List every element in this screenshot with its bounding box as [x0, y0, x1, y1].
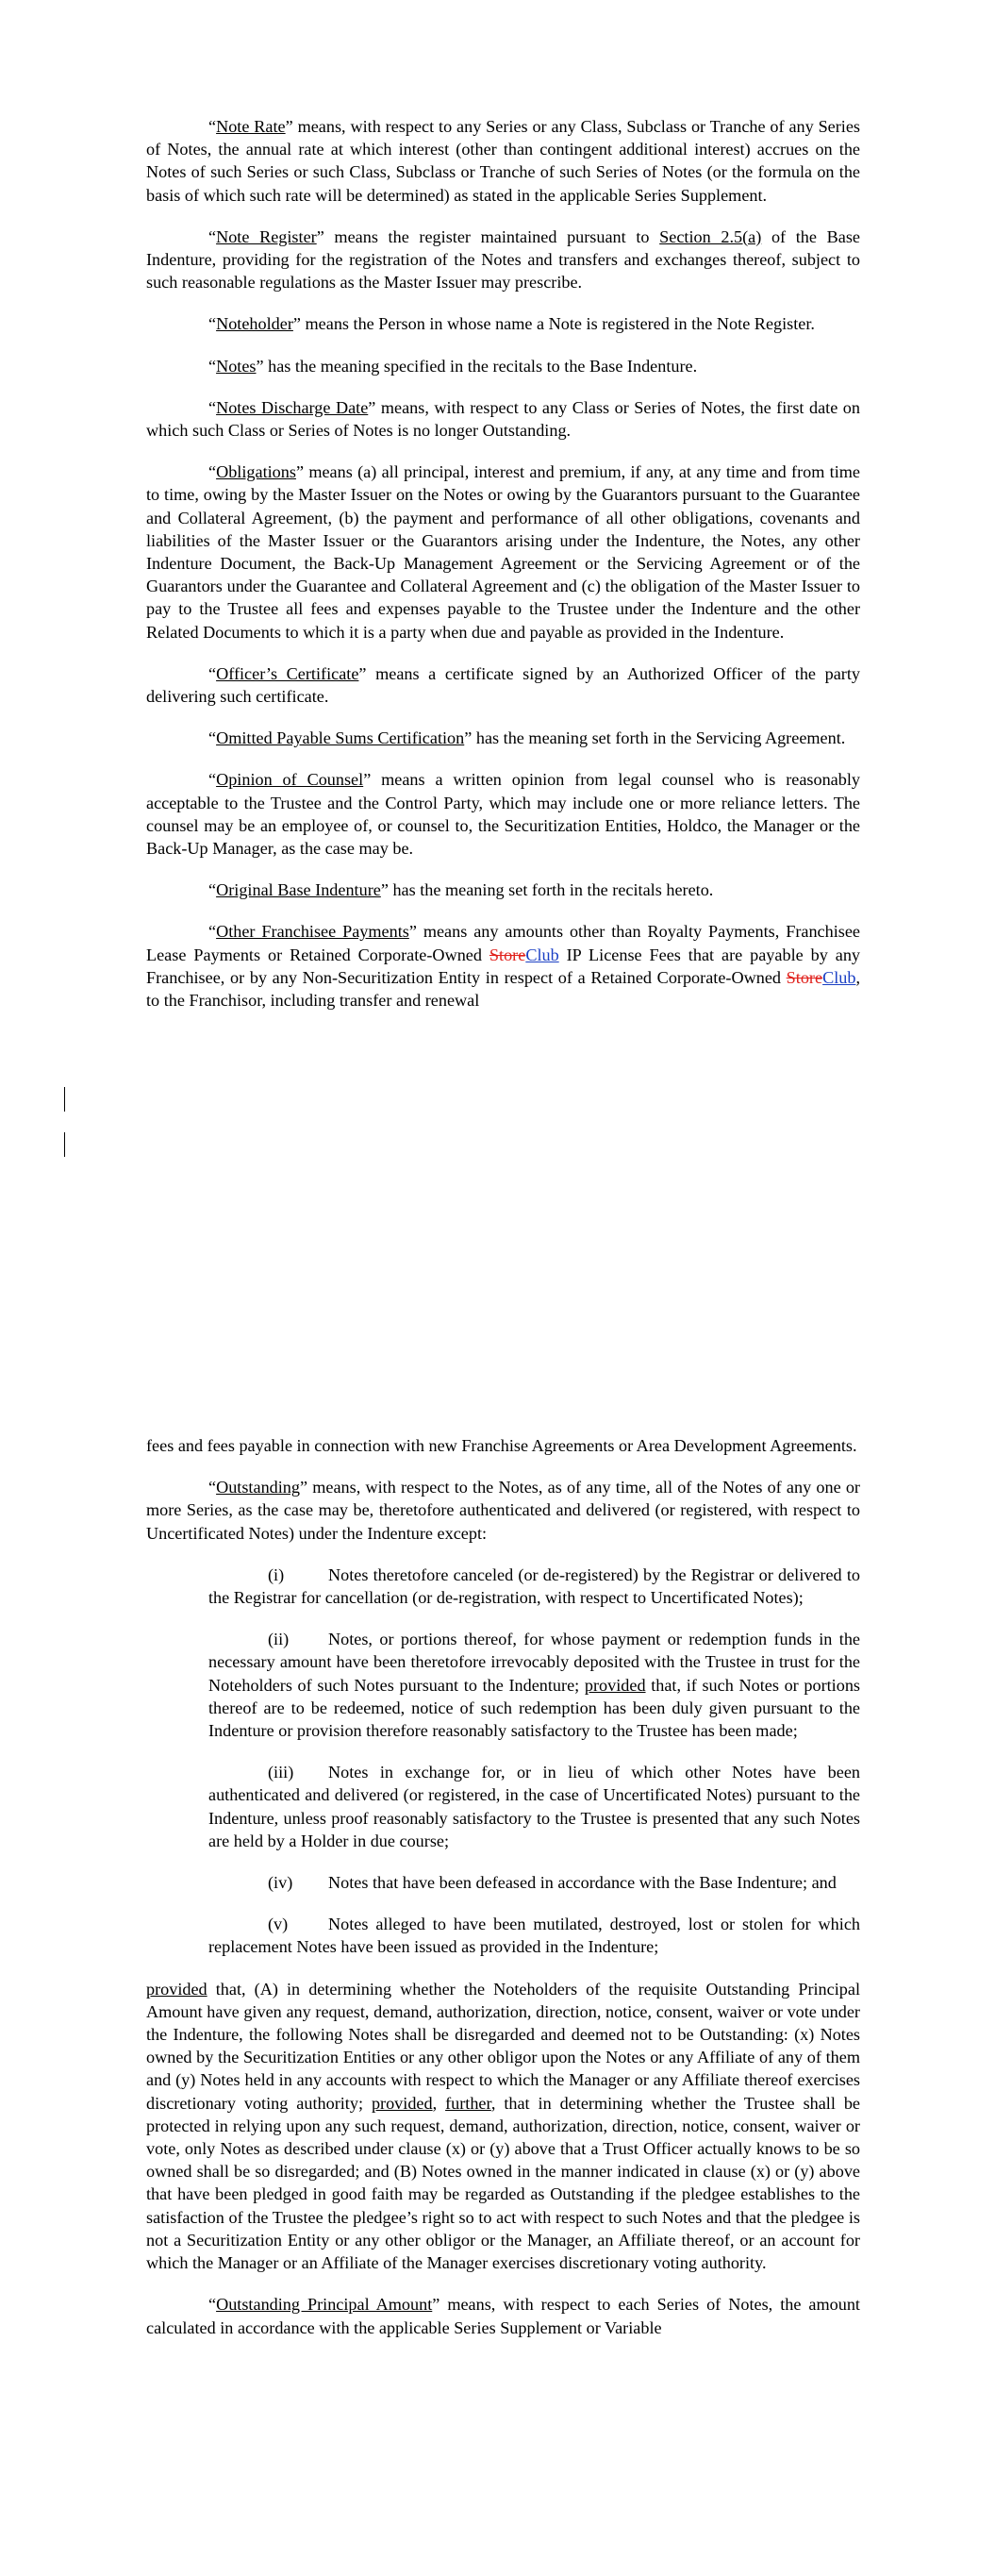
definition-notes-discharge-date: “Notes Discharge Date” means, with respect to any Class or Series of Notes, the first date on which such Class or Series of Notes is no longer Outstanding.: [146, 397, 860, 441]
defined-term: Other Franchisee Payments: [216, 922, 409, 942]
definition-other-franchisee-payments: “Other Franchisee Payments” means any amounts other than Royalty Payments, Franchisee Lease Payments or Retained Corporate-Owned StoreClub IP License Fees that are payable by any Franchisee, or by any Non-Securitization Entity in respect of a Retained Corporate-Owned StoreClub, to the Franchisor, including transfer and renewal: [146, 922, 861, 1011]
defined-term: Omitted Payable Sums Certification: [216, 728, 465, 748]
definition-omitted-payable-sums-certification: “Omitted Payable Sums Certification” has the meaning set forth in the Servicing Agreement.: [208, 728, 846, 748]
defined-term: Notes Discharge Date: [216, 397, 369, 417]
clause-iii: (iii) Notes in exchange for, or in lieu of which other Notes have been authenticated and delivered (or registered, in the case of Uncertificated Notes) pursuant to the Indenture, unless proof reasonably satisfactory to the Trustee is presented that any such Notes are held by a Holder in due course;: [208, 1763, 860, 1850]
definition-note-register: “Note Register” means the register maintained pursuant to Section 2.5(a) of the Base Indenture, providing for the registration of the Notes and transfers and exchanges thereof, subject to such reasonable regulations as the Master Issuer may prescribe.: [146, 226, 860, 293]
definition-notes: “Notes” has the meaning specified in the recitals to the Base Indenture.: [208, 356, 698, 376]
defined-term: Original Base Indenture: [216, 880, 381, 900]
definition-opinion-of-counsel: “Opinion of Counsel” means a written opinion from legal counsel who is reasonably acceptable to the Trustee and the Control Party, which may include one or more reliance letters. The counsel may be an employee of, or counsel to, the Securitization Entities, Holdco, the Manager or the Back-Up Manager, as the case may be.: [146, 770, 860, 859]
document-page-2: [0, 1378, 995, 2576]
defined-term: Note Rate: [216, 117, 286, 136]
deleted-text: Store: [489, 945, 526, 964]
definition-officers-certificate: “Officer’s Certificate” means a certificate signed by an Authorized Officer of the party delivering such certificate.: [146, 663, 860, 707]
clause-iv: (iv) Notes that have been defeased in accordance with the Base Indenture; and: [268, 1873, 837, 1893]
defined-term: Note Register: [216, 226, 317, 246]
definition-original-base-indenture: “Original Base Indenture” has the meaning set forth in the recitals hereto.: [208, 880, 714, 900]
change-bar: [64, 1132, 65, 1157]
clause-i: (i) Notes theretofore canceled (or de-registered) by the Registrar or delivered to the Registrar for cancellation (or de-registration, with respect to Uncertificated Notes);: [208, 1564, 860, 1608]
clause-v: (v) Notes alleged to have been mutilated, destroyed, lost or stolen for which replacement Notes have been issued as provided in the Indenture;: [208, 1915, 860, 1957]
change-bar: [64, 1087, 65, 1112]
clause-ii: (ii) Notes, or portions thereof, for whose payment or redemption funds in the necessary amount have been theretofore irrevocably deposited with the Trustee in trust for the Noteholders of such Notes pursuant to the Indenture; provided that, if such Notes or portions thereof are to be redeemed, notice of such redemption has been duly given pursuant to the Indenture or provision therefore reasonably satisfactory to the Trustee has been made;: [208, 1630, 861, 1741]
inserted-text: Club: [822, 967, 856, 987]
deleted-text: Store: [786, 967, 823, 987]
continued-paragraph: fees and fees payable in connection with new Franchise Agreements or Area Development Agreements.: [146, 1436, 857, 1455]
defined-term: Noteholder: [216, 314, 293, 334]
page-1-text: [146, 115, 860, 1030]
definition-noteholder: “Noteholder” means the Person in whose name a Note is registered in the Note Register.: [208, 314, 815, 334]
defined-term: Outstanding: [216, 1478, 300, 1497]
inserted-text: Club: [525, 945, 559, 964]
definition-outstanding: “Outstanding” means, with respect to the Notes, as of any time, all of the Notes of any one or more Series, as the case may be, theretofore authenticated and delivered (or registered, with respect to Uncertificated Notes) under the Indenture except:: [146, 1478, 860, 1543]
proviso-paragraph: provided that, (A) in determining whether the Noteholders of the requisite Outstanding Principal Amount have given any request, demand, authorization, direction, notice, consent, waiver or vote under the Indenture, the following Notes shall be disregarded and deemed not to be Outstanding: (x) Notes owned by the Securitization Entities or any other obligor upon the Notes or any Affiliate of any of them and (y) Notes held in any accounts with respect to which the Manager or any Affiliate thereof exercises discretionary voting authority; provided, further, that in determining whether the Trustee shall be protected in relying upon any such request, demand, authorization, direction, notice, consent, waiver or vote, only Notes as described under clause (x) or (y) above that a Trust Officer actually knows to be so owned shall be so disregarded; and (B) Notes owned in the manner indicated in clause (x) or (y) above that have been pledged in good faith may be regarded as Outstanding if the pledgee establishes to the satisfaction of the Trustee the pledgee’s right so to act with respect to such Notes and that the pledgee is not a Securitization Entity or any other obligor or the Manager, an Affiliate thereof, or an account for which the Manager or an Affiliate of the Manager exercises discretionary voting authority.: [146, 1979, 861, 2273]
definition-outstanding-principal-amount: “Outstanding Principal Amount” means, with respect to each Series of Notes, the amount calculated in accordance with the applicable Series Supplement or Variable: [146, 2295, 860, 2337]
defined-term: Notes: [216, 356, 257, 376]
definition-note-rate: “Note Rate” means, with respect to any Series or any Class, Subclass or Tranche of any Series of Notes, the annual rate at which interest (other than contingent additional interest) accrues on the Notes of such Series or such Class, Subclass or Tranche of such Series of Notes (or the formula on the basis of which such rate will be determined) as stated in the applicable Series Supplement.: [146, 117, 861, 205]
section-reference: Section 2.5(a): [659, 226, 762, 246]
defined-term: Officer’s Certificate: [216, 663, 359, 683]
page-2-text: [146, 1434, 860, 2358]
definition-obligations: “Obligations” means (a) all principal, interest and premium, if any, at any time and from time to time, owing by the Master Issuer on the Notes or owing by the Guarantors pursuant to the Guarantee and Collateral Agreement, (b) the payment and performance of all other obligations, covenants and liabilities of the Master Issuer or the Guarantors arising under the Indenture, the Notes, any other Indenture Document, the Back-Up Management Agreement or the Servicing Agreement or of the Guarantors under the Guarantee and Collateral Agreement and (c) the obligation of the Master Issuer to pay to the Trustee all fees and expenses payable to the Trustee under the Indenture and the other Related Documents to which it is a party when due and payable as provided in the Indenture.: [146, 462, 860, 642]
defined-term: Outstanding Principal Amount: [216, 2295, 433, 2315]
defined-term: Opinion of Counsel: [216, 770, 364, 790]
defined-term: Obligations: [216, 462, 296, 482]
